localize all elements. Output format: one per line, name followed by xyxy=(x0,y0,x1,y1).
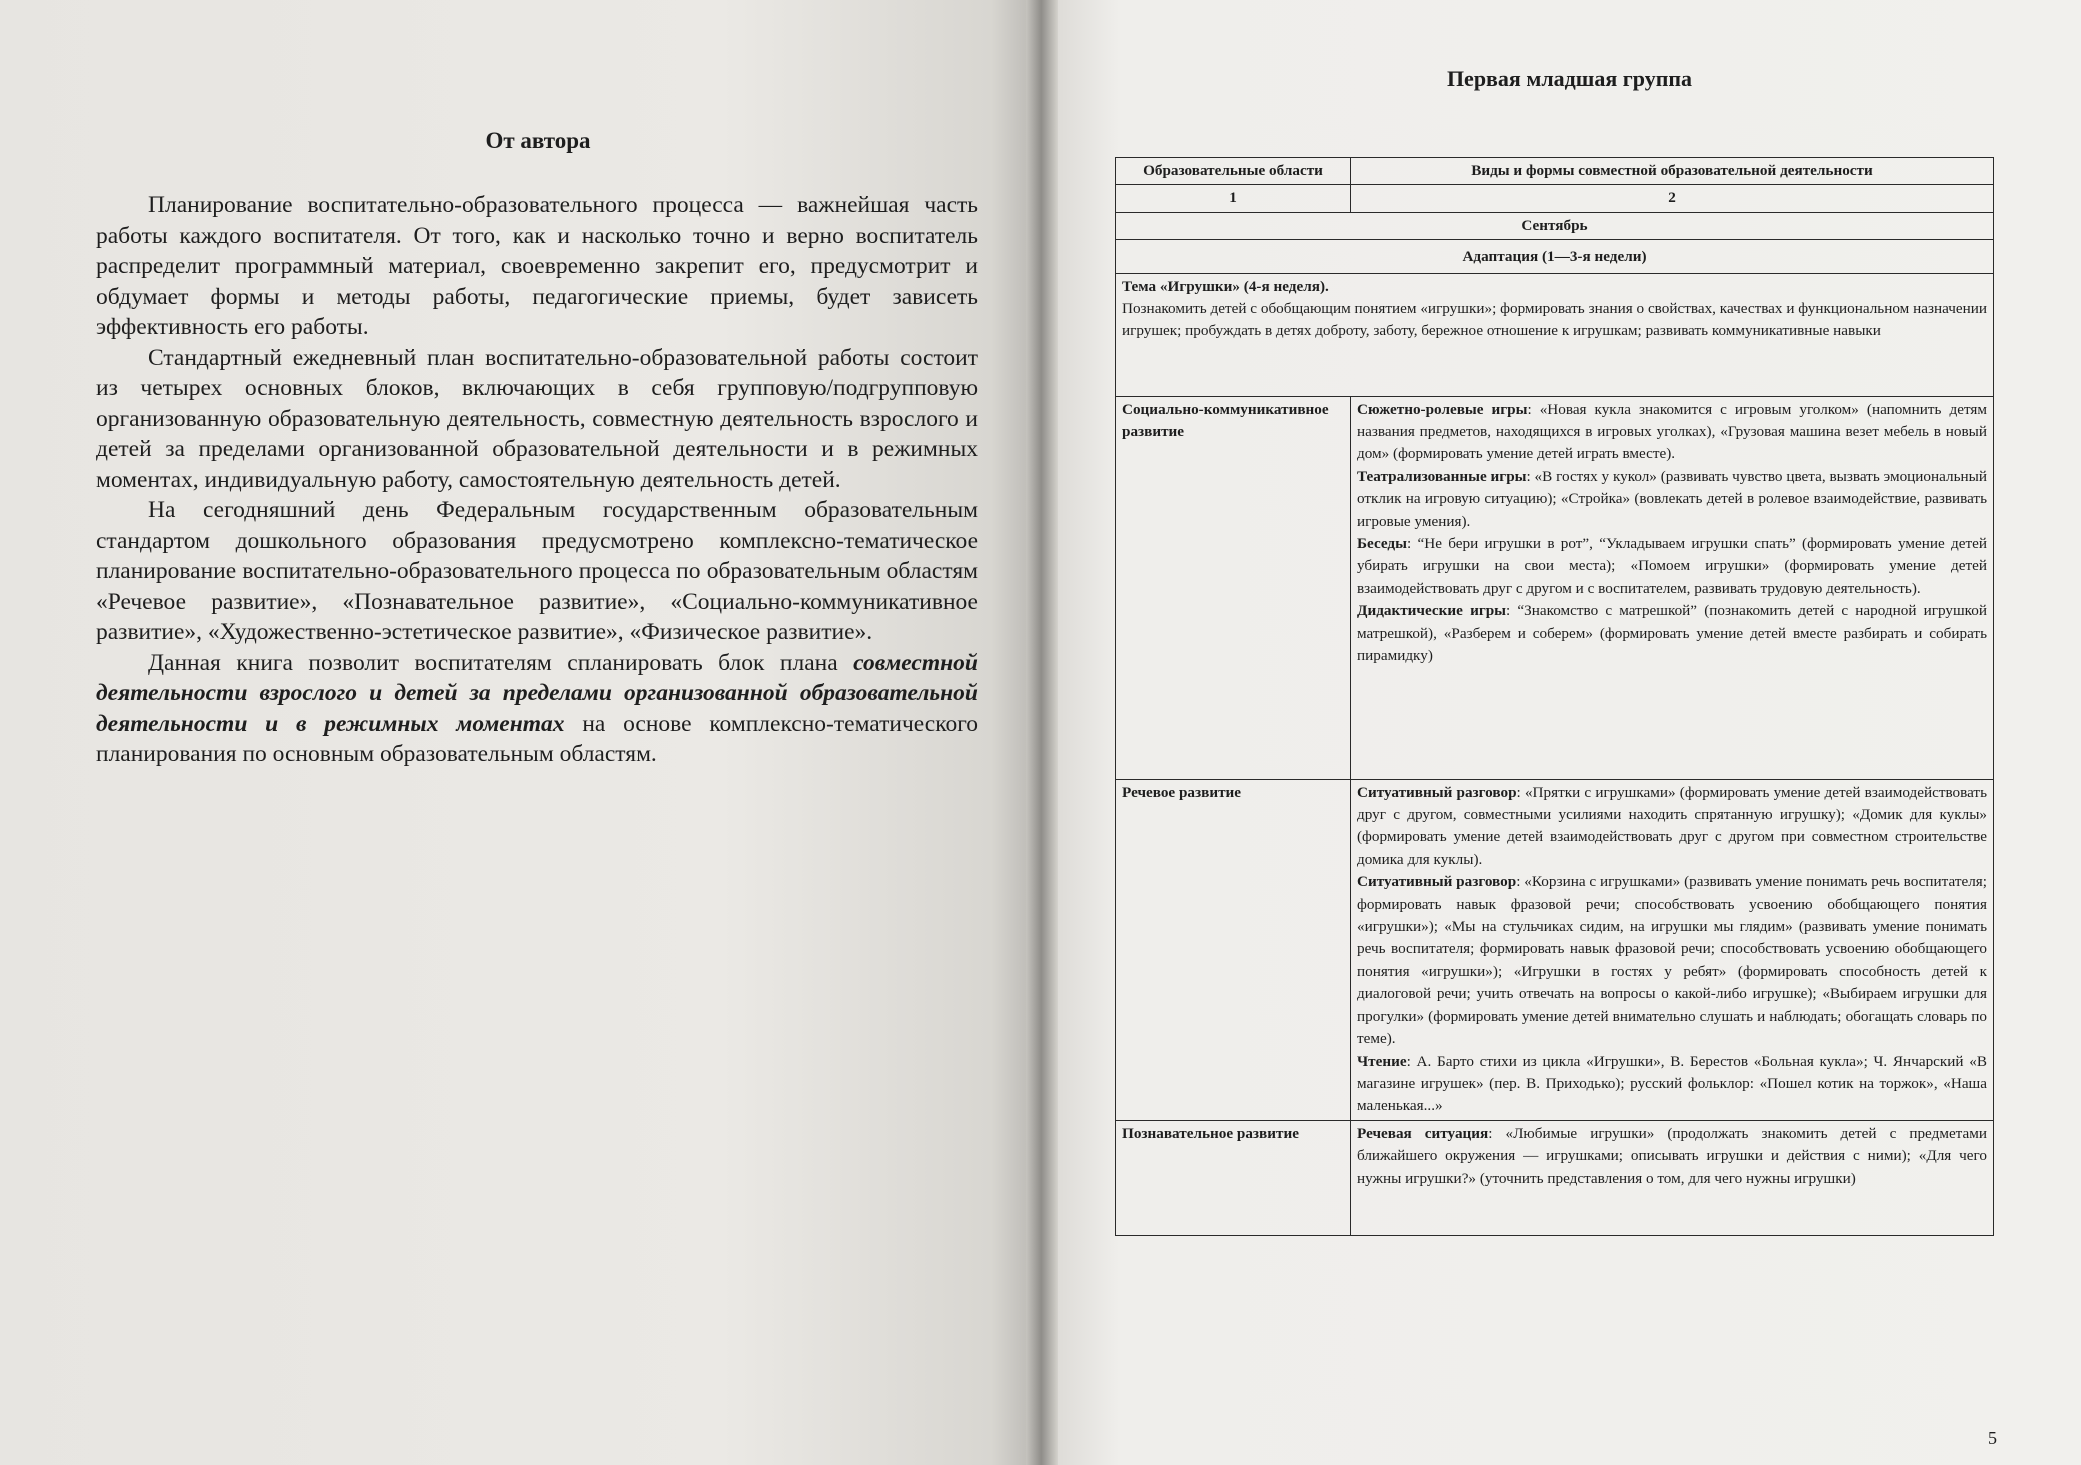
table-header-row xyxy=(1116,158,1994,185)
activity-item xyxy=(1357,399,1987,466)
col1-number: 1 xyxy=(1116,185,1351,212)
area-cell: Познавательное развитие xyxy=(1116,1120,1351,1235)
activities-cell xyxy=(1351,1120,1994,1235)
adaptation-row xyxy=(1116,240,1994,273)
table-row xyxy=(1116,779,1994,1120)
activity-type: Чтение xyxy=(1357,1052,1407,1070)
activity-item xyxy=(1357,1051,1987,1118)
left-page-title: От автора xyxy=(485,128,591,153)
activity-item xyxy=(1357,1123,1987,1190)
area-cell: Речевое развитие xyxy=(1116,779,1351,1120)
paragraph: Стандартный ежедневный план воспитательно-образовательной работы состоит из четырех основных блоков, включающих в себя групповую/подгрупповую организованную образовательную деятельность, совместную деятельность взрослого и детей за пределами организованной образовательной деятельности и в режимных моментах, индивидуальную работу, самостоятельную деятельность детей. xyxy=(96,344,978,493)
paragraph-final xyxy=(96,648,978,770)
activity-item xyxy=(1357,466,1987,533)
area-cell: Социально-коммуникативное развитие xyxy=(1116,396,1351,779)
activity-type: Ситуативный разговор xyxy=(1357,873,1517,891)
theme-title: Тема «Игрушки» (4-я неделя). xyxy=(1122,277,1329,295)
activity-text: : “Знакомство с матрешкой” (познакомить детей с народной игрушкой матрешкой), «Разберем и соберем» (формировать умение детей вместе разбирать и собирать пирамидку) xyxy=(1357,602,1987,665)
activities-cell xyxy=(1351,396,1994,779)
table-row xyxy=(1116,1120,1994,1235)
right-page-title: Первая младшая группа xyxy=(1446,66,1693,91)
activities-cell xyxy=(1351,779,1994,1120)
activity-text: : «Новая кукла знакомится с игровым уголком» (напомнить детям названия предметов, находящихся в игровых уголках), «Грузовая машина везет мебель в новый дом» (формировать умение детей играть вместе). xyxy=(1357,400,1987,463)
activity-text: : «Любимые игрушки» (продолжать знакомить детей с предметами ближайшего окружения — игрушками; описывать игрушки и действия с ними); «Для чего нужны игрушки?» (уточнить представления о том, для чего нужны игрушки) xyxy=(1357,1124,1987,1187)
month-cell: Сентябрь xyxy=(1116,212,1994,239)
paragraph: Планирование воспитательно-образовательного процесса — важнейшая часть работы каждого воспитателя. От того, как и насколько точно и верно воспитатель распределит программный материал, своевременно закрепит его, предусмотрит и обдумает формы и методы работы, педагогические приемы, будет зависеть эффективность его работы. xyxy=(96,192,978,340)
activity-type: Беседы xyxy=(1357,535,1407,553)
activity-item xyxy=(1357,600,1987,667)
activity-text: : «Корзина с игрушками» (развивать умение понимать речь воспитателя; формировать навык фразовой речи; способствовать усвоению обобщающего понятия «игрушки»); «Мы на стульчиках сидим, на игрушки мы глядим» (развивать умение понимать речь воспитателя; формировать навык фразовой речи; способствовать усвоению обобщающего понятия «игрушки»); «Игрушки в гостях у ребят» (формировать способность детей к диалоговой речи; учить отвечать на вопросы о какой-либо игрушке); «Выбираем игрушки для прогулки» (формировать умение детей внимательно слушать и наблюдать; обогащать словарь по теме). xyxy=(1357,873,1988,1048)
table-row xyxy=(1116,396,1994,779)
activity-type: Ситуативный разговор xyxy=(1357,783,1517,801)
page-number: 5 xyxy=(1988,1428,1997,1448)
emphasized-phrase: совместной деятельности взрослого и детей за пределами организованной образовательной деятельности и в режимных моментах xyxy=(96,649,978,737)
theme-cell xyxy=(1116,273,1994,396)
col2-number: 2 xyxy=(1351,185,1994,212)
activity-item xyxy=(1357,782,1987,872)
theme-row xyxy=(1116,273,1994,396)
adaptation-cell: Адаптация (1—3-я недели) xyxy=(1116,240,1994,273)
activity-type: Речевая ситуация xyxy=(1357,1124,1489,1142)
activity-type: Дидактические игры xyxy=(1357,602,1507,620)
column-numbers-row xyxy=(1116,185,1994,212)
book-gutter xyxy=(1026,0,1060,1465)
activity-item xyxy=(1357,871,1987,1050)
activity-text: : “Не бери игрушки в рот”, “Укладываем игрушки спать” (формировать умение детей убирать игрушки на свои места); «Помоем игрушки» (формировать умение детей взаимодействовать друг с другом и с воспитателем, развивать трудовую деятельность). xyxy=(1357,535,1987,597)
activity-text: : «Прятки с игрушками» (формировать умение детей взаимодействовать друг с другом, совместными усилиями находить спрятанную игрушку); «Домик для куклы» (формировать умение детей взаимодействовать друг с другом при совместном строительстве домика для куклы). xyxy=(1357,783,1987,868)
left-page xyxy=(0,0,1032,1465)
col1-header: Образовательные области xyxy=(1116,158,1351,185)
paragraph-text: на основе комплексно-тематического планирования по основным образовательным областям. xyxy=(96,710,978,767)
col2-header: Виды и формы совместной образовательной деятельности xyxy=(1351,158,1994,185)
month-row xyxy=(1116,212,1994,239)
paragraph: На сегодняшний день Федеральным государственным образовательным стандартом дошкольного образования предусмотрено комплексно-тематическое планирование воспитательно-образовательного процесса по образовательным областям «Речевое развитие», «Познавательное развитие», «Социально-коммуникативное развитие», «Художественно-эстетическое развитие», «Физическое развитие». xyxy=(96,497,978,645)
activity-type: Сюжетно-ролевые игры xyxy=(1357,400,1528,418)
activity-text: : «В гостях у кукол» (развивать чувство цвета, вызвать эмоциональный отклик на игровую ситуацию); «Стройка» (вовлекать детей в ролевое взаимодействие, развивать игровые умения). xyxy=(1357,467,1987,530)
planning-table xyxy=(1115,157,1994,1236)
activity-type: Театрализованные игры xyxy=(1357,467,1527,485)
theme-text: Познакомить детей с обобщающим понятием «игрушки»; формировать знания о свойствах, качествах и функциональном назначении игрушек; пробуждать в детях доброту, заботу, бережное отношение к игрушкам; развивать коммуникативные навыки xyxy=(1122,300,1987,340)
left-page-body xyxy=(96,190,978,770)
activity-text: : А. Барто стихи из цикла «Игрушки», В. Берестов «Больная кукла»; Ч. Янчарский «В магазине игрушек» (пер. В. Приходько); русский фольклор: «Пошел котик на торжок», «Наша маленькая...» xyxy=(1357,1052,1987,1115)
activity-item xyxy=(1357,533,1987,600)
right-page xyxy=(1058,0,2081,1465)
paragraph-text: Данная книга позволит воспитателям спланировать блок плана xyxy=(148,649,854,676)
